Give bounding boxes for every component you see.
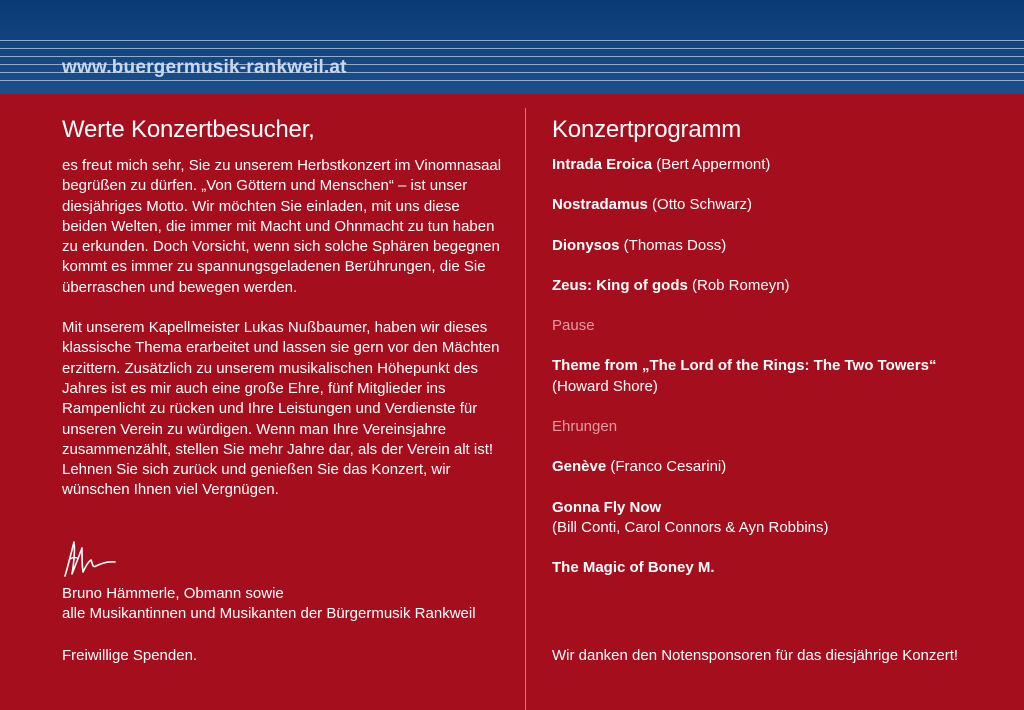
staff-line [0,80,1024,81]
piece-title: Gonna Fly Now [552,498,662,516]
piece-composer: (Franco Cesarini) [606,458,727,476]
program-heading: Konzertprogramm [552,116,742,143]
program-list [552,155,1002,579]
program-break-pause: Pause [552,317,595,335]
letter-column [62,114,507,501]
program-item [552,155,1002,175]
piece-title: Theme from „The Lord of the Rings: The Two Towers“ [552,357,937,375]
staff-line [0,48,1024,49]
letter-paragraph-2: Mit unserem Kapellmeister Lukas Nußbaumer, haben wir dieses klassische Thema erarbeitet und lassen sie gern vor den Mächten erzittern. Zusätzlich zu unserem musikalischen Höhepunkt des Jahres ist es mir auch eine große Ehre, fünf Mitglieder ins Rampenlicht zu rücken und Ihre Leistungen und Verdienste für unseren Verein zu würdigen. Wenn man Ihre Vereinsjahre zusammenzählt, stellen Sie mehr Jahre dar, als der Verein alt ist! Lehnen Sie sich zurück und genießen Sie das Konzert, wir wünschen Ihnen viel Vergnügen. [62,319,500,499]
column-divider [525,108,526,710]
piece-title: Nostradamus [552,196,648,214]
program-item [552,558,1002,578]
piece-composer: (Otto Schwarz) [647,196,753,214]
staff-line [0,40,1024,41]
program-item [552,356,1002,397]
piece-title: The Magic of Boney M. [552,559,715,577]
piece-composer: (Bill Conti, Carol Connors & Ayn Robbins) [552,518,829,536]
piece-composer: (Bert Appermont) [652,156,771,173]
donations-note: Freiwillige Spenden. [62,647,198,664]
program-item [552,498,1002,539]
signature-icon [62,536,118,580]
signoff-line-1: Bruno Hämmerle, Obmann sowie [62,585,284,602]
piece-title: Intrada Eroica [552,156,653,173]
piece-composer: (Thomas Doss) [619,236,727,254]
program-item [552,195,1002,215]
piece-title: Dionysos [552,236,620,254]
piece-composer: (Howard Shore) [552,377,658,395]
website-link[interactable]: www.buergermusik-rankweil.at [62,57,347,78]
header-banner [0,0,1024,94]
piece-title: Genève [552,458,607,476]
sponsor-thanks: Wir danken den Notensponsoren für das diesjährige Konzert! [552,647,959,664]
piece-title: Zeus: King of gods [552,276,688,294]
letter-paragraph-1: es freut mich sehr, Sie zu unserem Herbstkonzert im Vinomnasaal begrüßen zu dürfen. „Von Göttern und Menschen“ – ist unser diesjähriges Motto. Wir möchten Sie einladen, mit uns diese beiden Welten, die immer mit Macht und Ohnmacht zu tun haben zu erkunden. Doch Vorsicht, wenn sich solche Sphären begegnen kommt es immer zu spannungsgeladenen Berührungen, die Sie überraschen und bewegen werden. [62,157,502,296]
piece-composer: (Rob Romeyn) [687,276,790,294]
program-item [552,457,1002,477]
program-column [552,114,1002,599]
program-item [552,236,1002,256]
letter-heading: Werte Konzertbesucher, [62,116,315,143]
program-item [552,276,1002,296]
signoff [62,584,522,625]
signoff-line-2: alle Musikantinnen und Musikanten der Bürgermusik Rankweil [62,605,476,623]
program-break-honors: Ehrungen [552,418,618,436]
